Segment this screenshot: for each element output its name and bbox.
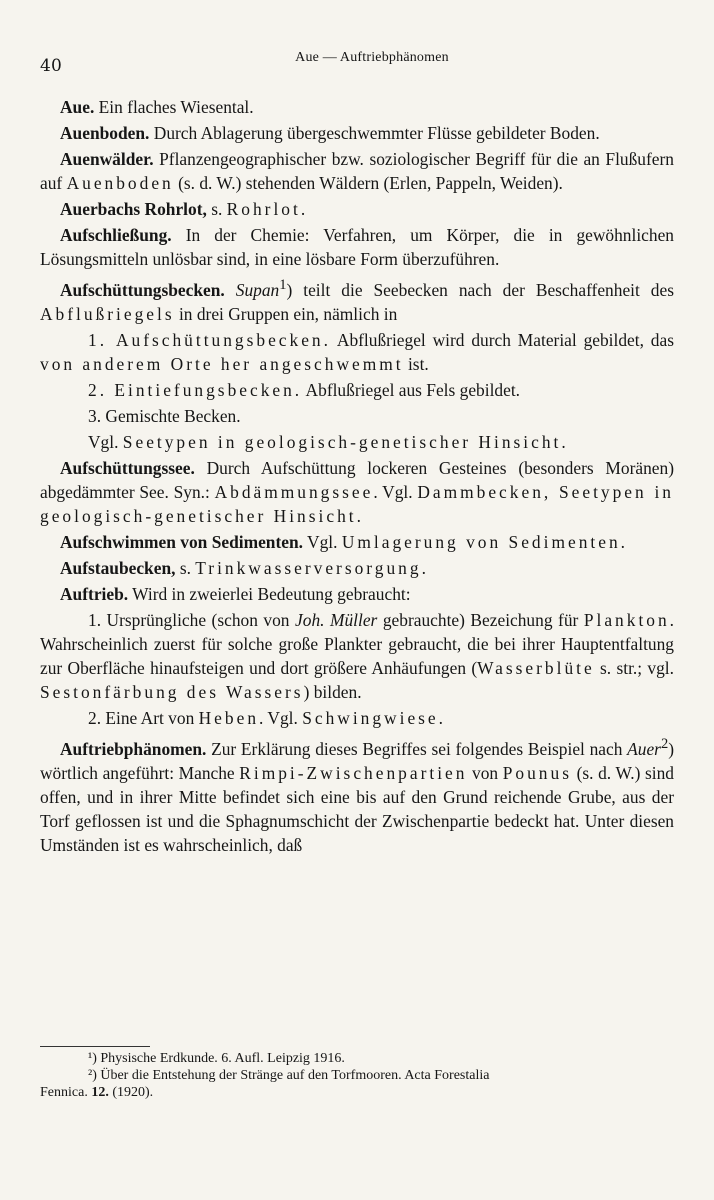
- cross-reference: Trinkwasserversorgung: [195, 557, 422, 578]
- dictionary-text: [40, 95, 674, 859]
- volume-number: 12.: [91, 1085, 109, 1100]
- list-item-1: [40, 328, 674, 376]
- entry-text: in drei Gruppen ein, nämlich in: [174, 303, 398, 324]
- emphasis: Abflußriegels: [40, 303, 175, 324]
- entry-text: Vgl.: [303, 531, 342, 552]
- auftrieb-meaning-1: [40, 608, 674, 704]
- cross-reference: Umlagerung von Sedimenten: [341, 531, 621, 552]
- footnote-text: (1920).: [108, 1085, 154, 1100]
- entry-text: Vgl.: [88, 431, 123, 452]
- entry-term: Aufschließung.: [60, 225, 172, 245]
- footnotes: [40, 1050, 674, 1101]
- entry-aufschuettungssee: [40, 456, 674, 528]
- list-item-3: [40, 404, 674, 428]
- entry-text: Zur Erklärung dieses Begriffes sei folgendes Beispiel nach: [206, 738, 628, 759]
- cross-reference: Pounus: [502, 762, 572, 783]
- entry-text: .: [356, 505, 361, 526]
- footnote-ref: 1: [279, 277, 287, 293]
- entry-text: .: [300, 199, 306, 219]
- entry-text: Abflußriegel wird durch Material gebildet, das: [330, 329, 674, 350]
- emphasis: 1. Aufschüttungsbecken.: [88, 329, 331, 350]
- footnote-divider: [40, 1046, 150, 1047]
- entry-text: 3. Gemischte Becken.: [88, 405, 241, 426]
- entry-text: .: [438, 707, 444, 728]
- entry-text: ) wörtlich angeführt: Manche: [40, 738, 674, 783]
- entry-text: (s. d. W.) stehenden Wäldern (Erlen, Pappeln, Weiden).: [173, 173, 563, 193]
- entry-text: In der Chemie: Verfahren, um Körper, die in gewöhnlichen Lösungsmitteln unlösbar sind, in eine lösbare Form überzuführen.: [40, 225, 674, 269]
- entry-term: Auftrieb.: [60, 583, 129, 604]
- entry-text: gebrauchte) Bezeichung für: [377, 609, 584, 630]
- running-head: Aue — Auftriebphänomen: [295, 50, 449, 65]
- footnote-mark: ²): [88, 1068, 97, 1083]
- author-name: Joh. Müller: [295, 609, 378, 630]
- cross-reference: Dammbecken, Seetypen in geologisch-genetischer Hinsicht: [40, 481, 674, 526]
- entry-text: ) teilt die Seebecken nach der Beschaffenheit des: [286, 279, 674, 300]
- entry-text: 2. Eine Art von: [88, 707, 199, 728]
- cross-reference: Schwingwiese: [302, 707, 439, 728]
- entry-text: . Vgl.: [373, 481, 418, 502]
- author-name: Auer: [627, 738, 661, 759]
- cross-reference: Rohrlot: [226, 199, 301, 219]
- entry-text: 1. Ursprüngliche (schon von: [88, 609, 296, 630]
- synonym: Abdämmungssee: [214, 481, 374, 502]
- footnote-text: Fennica.: [40, 1085, 92, 1100]
- entry-text: Abflußriegel aus Fels gebildet.: [302, 379, 520, 400]
- entry-term: Auenboden.: [60, 123, 150, 143]
- entry-term: Aufschwimmen von Sedimenten.: [60, 531, 303, 552]
- entry-term: Aue.: [60, 97, 95, 117]
- entry-text: Durch Aufschüttung lockeren Gesteines (besonders Moränen) abgedämmter See. Syn.:: [40, 457, 674, 502]
- footnote-ref: 2: [660, 735, 669, 752]
- entry-text: von: [467, 762, 503, 783]
- entry-text: ) bilden.: [303, 681, 362, 702]
- entry-text: .: [620, 531, 626, 552]
- entry-text: .: [561, 431, 566, 452]
- entry-text: ist.: [403, 353, 429, 374]
- entry-auftriebphaenomen: [40, 732, 674, 857]
- entry-aufschwimmen: [40, 530, 674, 554]
- entry-text: s.: [175, 557, 196, 578]
- entry-auenboden: [40, 121, 674, 145]
- entry-text: Pflanzengeographischer bzw. soziologischer Begriff für die an Flußufern auf: [40, 149, 674, 193]
- entry-aue: [40, 95, 674, 119]
- entry-term: Auenwälder.: [60, 149, 154, 169]
- see-also: [40, 430, 674, 454]
- entry-text: Ein flaches Wiesental.: [94, 97, 254, 117]
- cross-reference: Wasserblüte: [477, 657, 595, 678]
- auftrieb-meaning-2: [40, 706, 674, 730]
- entry-text: .: [421, 557, 426, 578]
- entry-term: Aufschüttungsbecken.: [60, 279, 225, 300]
- author-name: Supan: [235, 279, 280, 300]
- emphasis: 2. Eintiefungsbecken.: [88, 379, 303, 400]
- entry-term: Aufschüttungssee.: [60, 457, 195, 478]
- entry-text: s. str.; vgl.: [594, 657, 674, 678]
- emphasis: von anderem Orte her angeschwemmt: [40, 353, 404, 374]
- entry-term: Aufstaubecken,: [60, 557, 176, 578]
- entry-aufschliessung: [40, 223, 674, 271]
- footnote-mark: ¹): [88, 1051, 97, 1066]
- cross-reference: Plankton: [583, 609, 670, 630]
- entry-text: Wird in zweierlei Bedeutung gebraucht:: [128, 583, 411, 604]
- cross-reference: Auenboden: [66, 173, 174, 193]
- entry-text: s.: [206, 199, 227, 219]
- entry-text: (s. d. W.) sind offen, und in ihrer Mitte befindet sich eine bis auf den Grund reichende Grube, aus der Torf geflossen ist und die Sphagnumschicht der Zwischenpartie bedeckt hat. Unter diesen Umständen ist es wahrscheinlich, daß: [40, 762, 674, 855]
- footnote-2-continuation: [40, 1084, 674, 1101]
- emphasis: Heben: [198, 707, 260, 728]
- page-header: [40, 50, 674, 76]
- footnote-text: Über die Entstehung der Stränge auf den Torfmooren. Acta Forestalia: [96, 1068, 490, 1083]
- cross-reference: Sestonfärbung des Wassers: [40, 681, 304, 702]
- entry-text: Durch Ablagerung übergeschwemmter Flüsse gebildeter Boden.: [149, 123, 600, 143]
- entry-aufstaubecken: [40, 556, 674, 580]
- page-number: 40: [40, 56, 63, 76]
- footnote-text: Physische Erdkunde. 6. Aufl. Leipzig 1916.: [96, 1051, 345, 1066]
- cross-reference: Seetypen in geologisch-genetischer Hinsicht: [122, 431, 562, 452]
- entry-text: . Wahrscheinlich zuerst für solche große Plankter gebraucht, die bei ihrer Hauptentfaltung zur Oberfläche hinaufsteigen und dort größere Anhäufungen (: [40, 609, 675, 678]
- entry-auftrieb: [40, 582, 674, 606]
- entry-text: . Vgl.: [259, 707, 303, 728]
- entry-term: Auftriebphänomen.: [60, 738, 207, 759]
- emphasis: Rimpi-Zwischenpartien: [239, 762, 468, 783]
- footnote-2: [40, 1067, 674, 1084]
- entry-auerbachs-rohrlot: [40, 197, 674, 221]
- entry-aufschuettungsbecken: [40, 273, 674, 326]
- footnote-1: [40, 1050, 674, 1067]
- entry-term: Auerbachs Rohrlot,: [60, 199, 207, 219]
- entry-auenwaelder: [40, 147, 674, 195]
- list-item-2: [40, 378, 674, 402]
